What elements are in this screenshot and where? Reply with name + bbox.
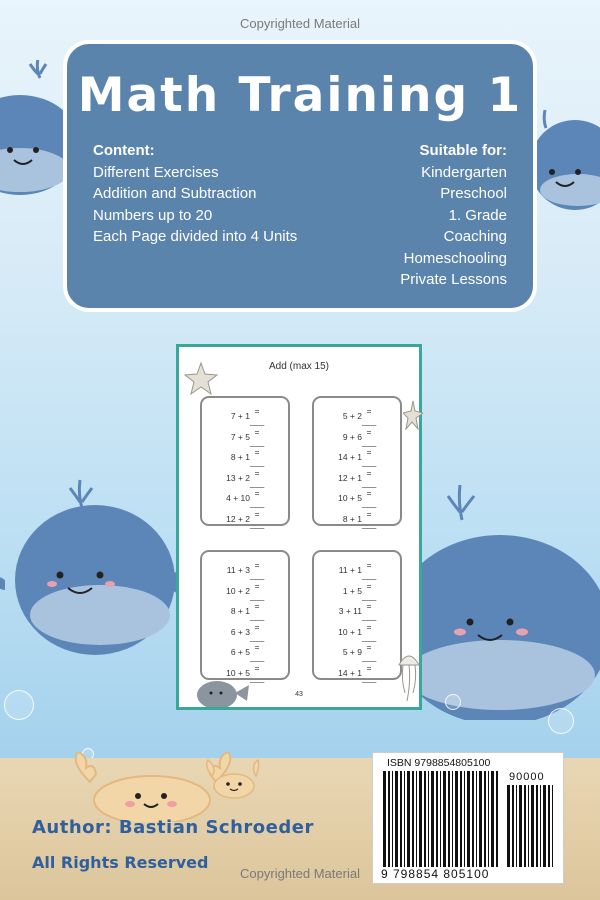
content-item: Different Exercises (93, 163, 219, 181)
equation-row (208, 447, 282, 468)
equation-answer: = ___ (362, 642, 377, 663)
barcode-bar (392, 771, 393, 867)
barcode-bar (404, 771, 405, 867)
barcode-bar (543, 785, 546, 867)
equation-question: 8 + 1 (230, 452, 250, 463)
equation-row (208, 488, 282, 509)
equation-answer: = ___ (362, 508, 377, 529)
equation-question: 12 + 2 (226, 513, 250, 524)
barcode-bar (383, 771, 386, 867)
equation-answer: = ___ (362, 580, 377, 601)
equation-answer: = ___ (362, 488, 377, 509)
equation-answer: = ___ (250, 601, 265, 622)
suitable-item: Coaching (443, 228, 507, 245)
jellyfish-icon (397, 649, 421, 707)
equation-question: 10 + 5 (226, 667, 250, 678)
content-item: Addition and Subtraction (93, 185, 257, 202)
equation-row (208, 581, 282, 602)
equation-answer: = ___ (362, 621, 377, 642)
starfish-icon (403, 399, 423, 437)
equation-question: 10 + 2 (226, 585, 250, 596)
barcode-bar (536, 785, 538, 867)
equation-question: 14 + 1 (338, 667, 362, 678)
worksheet-preview (176, 344, 422, 710)
content-list (93, 140, 297, 248)
whale-icon (0, 480, 190, 655)
equation-question: 11 + 1 (338, 565, 362, 576)
small-whale-icon (193, 673, 253, 707)
suitable-item: Private Lessons (400, 271, 507, 288)
equation-answer: = ___ (250, 467, 265, 488)
barcode-bar (476, 771, 477, 867)
isbn-barcode (372, 752, 564, 884)
barcode-bar (455, 771, 458, 867)
equation-question: 6 + 3 (230, 626, 250, 637)
equation-row (320, 601, 394, 622)
barcode-bar (519, 785, 522, 867)
equation-question: 12 + 1 (338, 472, 362, 483)
info-panel (63, 40, 537, 312)
barcode-bar (400, 771, 402, 867)
equation-answer: = ___ (250, 662, 265, 683)
barcode-bar (516, 785, 517, 867)
equation-row (320, 406, 394, 427)
equation-answer: = ___ (250, 406, 265, 427)
equation-row (208, 601, 282, 622)
watermark-bottom: Copyrighted Material (240, 866, 360, 881)
equation-answer: = ___ (362, 406, 377, 427)
equation-answer: = ___ (250, 580, 265, 601)
equation-row (208, 622, 282, 643)
content-item: Numbers up to 20 (93, 206, 213, 224)
equation-answer: = ___ (250, 426, 265, 447)
content-item: Each Page divided into 4 Units (93, 228, 298, 245)
author-credit: Author: Bastian Schroeder (32, 817, 314, 838)
equation-answer: = ___ (250, 642, 265, 663)
exercise-unit (312, 396, 402, 529)
barcode-bar (436, 771, 438, 867)
equation-answer: = ___ (362, 426, 377, 447)
equation-question: 7 + 5 (230, 431, 250, 442)
barcode-bar (419, 771, 422, 867)
content-heading: Content: (93, 142, 155, 159)
barcode-bar (424, 771, 426, 867)
barcode-bar (479, 771, 482, 867)
barcode-bar (512, 785, 514, 867)
equation-row (208, 560, 282, 581)
equation-answer: = ___ (362, 601, 377, 622)
barcode-bar (440, 771, 441, 867)
barcode-bar (395, 771, 398, 867)
whale-icon (530, 110, 600, 210)
bubble-icon (445, 694, 461, 710)
equation-question: 14 + 1 (338, 452, 362, 463)
barcode-bar (448, 771, 450, 867)
equation-row (320, 581, 394, 602)
suitable-heading: Suitable for: (419, 142, 507, 159)
barcode-bar (484, 771, 486, 867)
equation-row (320, 488, 394, 509)
exercise-unit (312, 550, 402, 683)
equation-question: 5 + 2 (342, 411, 362, 422)
barcode-bar (496, 771, 498, 867)
suitable-item: 1. Grade (448, 206, 507, 224)
price-code: 90000 (509, 771, 545, 783)
crab-illustration (60, 752, 260, 822)
equation-question: 10 + 5 (338, 493, 362, 504)
barcode-bar (528, 785, 529, 867)
rights-notice: All Rights Reserved (32, 853, 209, 872)
equation-row (320, 622, 394, 643)
worksheet-page-number: 43 (295, 691, 303, 698)
barcode-bar (407, 771, 410, 867)
barcode-number: 9 798854 805100 (381, 867, 490, 881)
barcode-bar (552, 785, 553, 867)
suitable-item: Homeschooling (403, 249, 507, 267)
barcode-bar (467, 771, 470, 867)
barcode-bar (431, 771, 434, 867)
equation-answer: = ___ (362, 560, 377, 581)
equation-answer: = ___ (250, 447, 265, 468)
equation-row (208, 468, 282, 489)
barcode-bar (472, 771, 474, 867)
equation-row (320, 560, 394, 581)
suitable-item: Kindergarten (421, 163, 507, 181)
barcode-bar (452, 771, 453, 867)
barcode-bar (507, 785, 510, 867)
equation-question: 5 + 9 (342, 647, 362, 658)
equation-row (320, 509, 394, 530)
equation-answer: = ___ (250, 488, 265, 509)
equation-question: 9 + 6 (342, 431, 362, 442)
suitable-item: Preschool (440, 185, 507, 202)
equation-row (320, 447, 394, 468)
equation-question: 4 + 10 (226, 493, 250, 504)
bubble-icon (548, 708, 574, 734)
barcode-addon-bars (507, 785, 557, 867)
equation-answer: = ___ (250, 560, 265, 581)
barcode-bar (460, 771, 462, 867)
barcode-bar (524, 785, 526, 867)
equation-question: 7 + 1 (230, 411, 250, 422)
equation-answer: = ___ (250, 508, 265, 529)
barcode-bar (428, 771, 429, 867)
book-title: Math Training 1 (77, 68, 523, 123)
barcode-bar (412, 771, 414, 867)
equation-answer: = ___ (362, 467, 377, 488)
bubble-icon (4, 690, 34, 720)
equation-question: 1 + 5 (342, 585, 362, 596)
equation-question: 8 + 1 (342, 513, 362, 524)
equation-question: 10 + 1 (338, 626, 362, 637)
equation-row (208, 509, 282, 530)
equation-question: 8 + 1 (230, 606, 250, 617)
barcode-bar (488, 771, 489, 867)
barcode-bar (416, 771, 417, 867)
equation-row (320, 427, 394, 448)
barcode-bars (383, 771, 499, 867)
barcode-bar (491, 771, 494, 867)
equation-row (208, 406, 282, 427)
barcode-bar (540, 785, 541, 867)
exercise-unit (200, 550, 290, 683)
equation-question: 6 + 5 (230, 647, 250, 658)
equation-question: 13 + 2 (226, 472, 250, 483)
barcode-bar (531, 785, 534, 867)
barcode-bar (388, 771, 390, 867)
equation-answer: = ___ (362, 662, 377, 683)
equation-row (208, 427, 282, 448)
suitable-list (400, 140, 507, 291)
equation-row (208, 642, 282, 663)
equation-question: 3 + 11 (338, 606, 362, 617)
equation-answer: = ___ (250, 621, 265, 642)
barcode-bar (443, 771, 446, 867)
exercise-unit (200, 396, 290, 529)
equation-row (320, 642, 394, 663)
isbn-text: ISBN 9798854805100 (387, 757, 491, 769)
equation-row (320, 663, 394, 684)
worksheet-title: Add (max 15) (268, 361, 330, 372)
barcode-bar (548, 785, 550, 867)
equation-answer: = ___ (362, 447, 377, 468)
equation-row (320, 468, 394, 489)
watermark-top: Copyrighted Material (240, 16, 360, 31)
barcode-bar (464, 771, 465, 867)
equation-question: 11 + 3 (226, 565, 250, 576)
